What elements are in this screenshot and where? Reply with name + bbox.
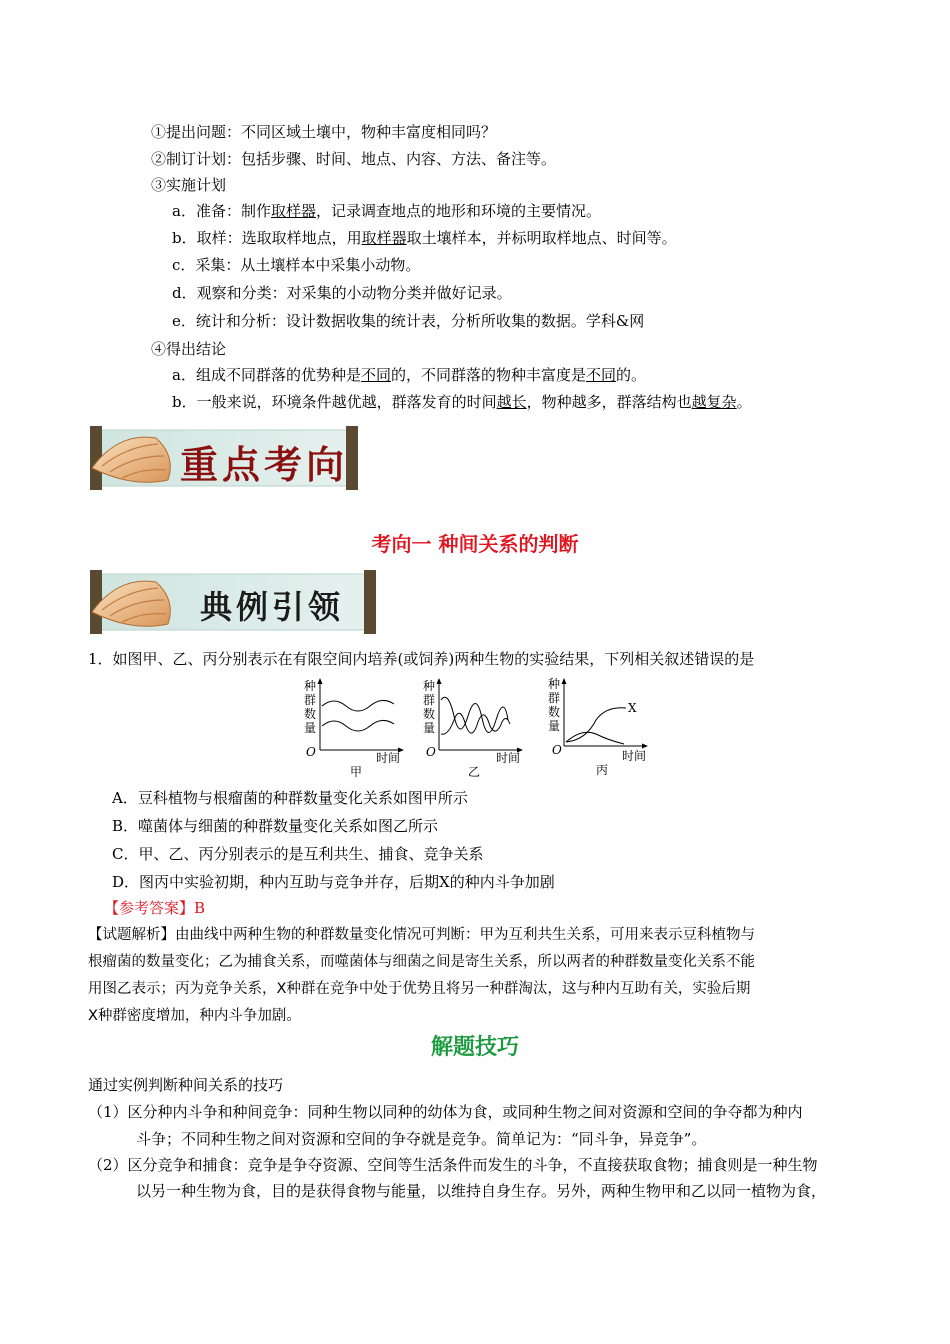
- chart-bing-name: 丙: [596, 763, 609, 777]
- chart-jia-ylabel-1: 种: [304, 679, 317, 693]
- option-a: A．豆科植物与根瘤菌的种群数量变化关系如图甲所示: [112, 789, 468, 807]
- chart-yi-ylabel-1: 种: [423, 679, 436, 693]
- chart-yi-xlabel: 时间: [496, 751, 521, 765]
- chart-bing-ylabel-3: 数: [548, 705, 561, 719]
- chart-bing-ylabel-2: 群: [548, 691, 561, 705]
- step-3c: c．采集：从土壤样本中采集小动物。: [172, 256, 421, 274]
- chart-jia-curve-2: [322, 720, 394, 731]
- banner-example: [88, 566, 378, 638]
- chart-jia-xlabel: 时间: [376, 751, 401, 765]
- step-3b: b．取样：选取取样地点，用取样器取土壤样本，并标明取样地点、时间等。: [172, 229, 677, 247]
- chart-bing-y-arrow: [562, 678, 567, 684]
- step-3a: a．准备：制作取样器，记录调查地点的地形和环境的主要情况。: [172, 202, 601, 220]
- analysis-line-1: 【试题解析】由曲线中两种生物的种群数量变化情况可判断：甲为互利共生关系，可用来表示豆科植物与: [88, 927, 755, 943]
- tips-p1-line-1: （1）区分种内斗争和种间竞争：同种生物以同种的幼体为食，或同种生物之间对资源和空间的争夺都为种内: [88, 1103, 803, 1121]
- chart-yi-ylabel-2: 群: [423, 693, 436, 707]
- chart-bing-curve-label: X: [628, 701, 637, 715]
- chart-yi-y-arrow: [437, 678, 442, 684]
- tips-p2-line-1: （2）区分竞争和捕食：竞争是争夺资源、空间等生活条件而发生的斗争，不直接获取食物；捕食则是一种生物: [88, 1156, 818, 1174]
- chart-jia: [304, 678, 404, 779]
- chart-bing-origin: O: [552, 743, 562, 757]
- chart-yi-ylabel-4: 量: [423, 721, 436, 735]
- chart-bing-curve-2: [566, 732, 624, 744]
- analysis-line-2: 根瘤菌的数量变化；乙为捕食关系，而噬菌体与细菌之间是寄生关系，所以两者的种群数量变化关系不能: [88, 954, 755, 970]
- analysis: [88, 922, 878, 1030]
- chart-bing-curve-x: [566, 708, 626, 742]
- step-1: ①提出问题：不同区域土壤中，物种丰富度相同吗？: [151, 123, 497, 141]
- analysis-line-3: 用图乙表示；丙为竞争关系，X种群在竞争中处于优势且将另一种群淘汰，这与种内互助有关，实验后期: [88, 981, 751, 997]
- tips-p2-line-2: 以另一种生物为食，目的是获得食物与能量，以维持自身生存。另外，两种生物甲和乙以同一植物为食，: [136, 1182, 827, 1200]
- option-b: B．噬菌体与细菌的种群数量变化关系如图乙所示: [112, 817, 439, 835]
- chart-jia-y-arrow: [318, 678, 323, 684]
- banner-example-title: 典例引领: [200, 588, 345, 626]
- chart-bing-x-arrow: [642, 744, 648, 749]
- chart-jia-origin: O: [306, 745, 316, 759]
- step-3: ③实施计划: [151, 176, 227, 194]
- step-3e: e．统计和分析：设计数据收集的统计表，分析所收集的数据。学科&网: [172, 312, 645, 330]
- conclusion-b: b．一般来说，环境条件越优越，群落发育的时间越长，物种越多，群落结构也越复杂。: [172, 393, 752, 411]
- chart-bing-ylabel-1: 种: [548, 677, 561, 691]
- chart-jia-ylabel-2: 群: [304, 693, 317, 707]
- tips-intro: 通过实例判断种间关系的技巧: [88, 1076, 284, 1094]
- chart-bing: [548, 677, 648, 777]
- banner-key-topics-title: 重点考向: [180, 443, 349, 487]
- charts-svg: [296, 676, 666, 784]
- step-3d: d．观察和分类：对采集的小动物分类并做好记录。: [172, 284, 512, 302]
- section-heading: 考向一 种间关系的判断: [371, 532, 579, 556]
- answer-label: 【参考答案】B: [104, 899, 206, 917]
- analysis-line-4: X种群密度增加，种内斗争加剧。: [88, 1008, 301, 1024]
- conclusion-a: a．组成不同群落的优势种是不同的，不同群落的物种丰富度是不同的。: [172, 366, 647, 384]
- chart-yi-ylabel-3: 数: [423, 707, 436, 721]
- option-c: C．甲、乙、丙分别表示的是互利共生、捕食、竞争关系: [112, 845, 484, 863]
- step-4: ④得出结论: [151, 340, 227, 358]
- option-d: D．图丙中实验初期，种内互助与竞争并存，后期X的种内斗争加剧: [112, 873, 555, 891]
- chart-bing-xlabel: 时间: [622, 749, 647, 763]
- chart-yi: [423, 678, 523, 779]
- question-stem: 1．如图甲、乙、丙分别表示在有限空间内培养(或饲养)两种生物的实验结果，下列相关叙述错误的是: [88, 650, 755, 668]
- tips-p1-line-2: 斗争；不同种生物之间对资源和空间的争夺就是竞争。简单记为：“同斗争，异竞争”。: [136, 1130, 707, 1148]
- chart-yi-name: 乙: [468, 765, 481, 779]
- chart-jia-ylabel-3: 数: [304, 707, 317, 721]
- charts-figure: [296, 676, 666, 784]
- chart-jia-ylabel-4: 量: [304, 721, 317, 735]
- chart-jia-curve-1: [322, 700, 394, 711]
- chart-yi-origin: O: [426, 745, 436, 759]
- tips-heading: 解题技巧: [430, 1035, 519, 1060]
- chart-bing-ylabel-4: 量: [548, 719, 561, 733]
- step-2: ②制订计划：包括步骤、时间、地点、内容、方法、备注等。: [151, 150, 557, 168]
- banner-key-topics: [88, 422, 360, 494]
- chart-jia-name: 甲: [350, 765, 363, 779]
- chart-yi-curve-2: [441, 713, 510, 734]
